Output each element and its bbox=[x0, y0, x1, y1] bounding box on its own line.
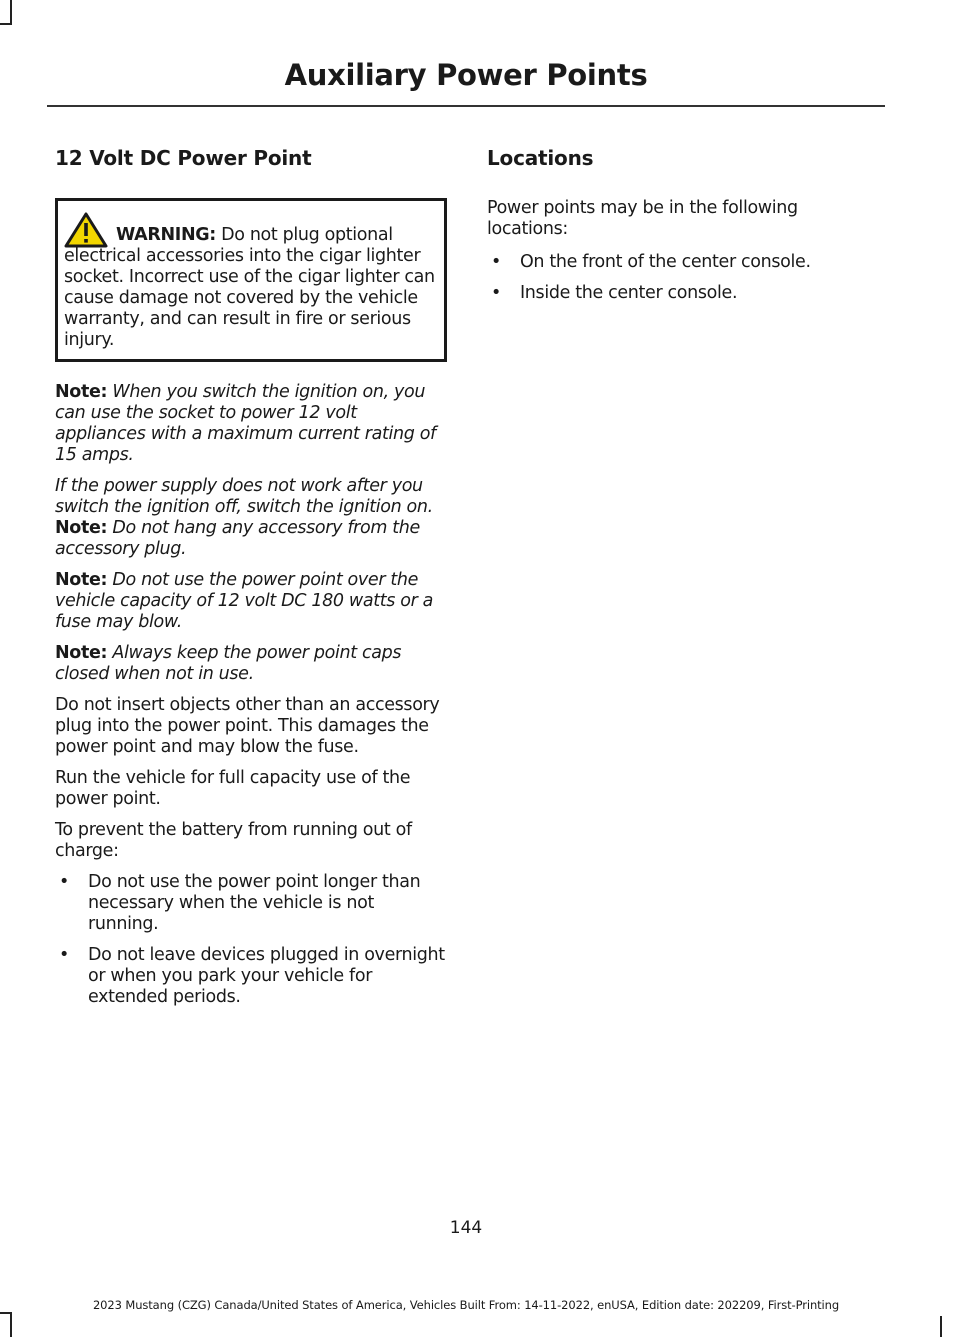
note-text: Always keep the power point caps closed when not in use. bbox=[55, 643, 402, 684]
crop-mark bbox=[0, 1312, 12, 1314]
list-item bbox=[55, 945, 447, 1008]
note-ignition bbox=[55, 382, 447, 466]
note-text: When you switch the ignition on, you can use the socket to power 12 volt appliances with a maximum current rating of 15 amps. bbox=[55, 382, 436, 465]
crop-mark bbox=[940, 1316, 942, 1337]
page-number: 144 bbox=[449, 1218, 483, 1238]
list-item-text: Do not leave devices plugged in overnight or when you park your vehicle for extended periods. bbox=[88, 945, 445, 1007]
note-caps bbox=[55, 643, 447, 685]
warning-text: Do not plug optional electrical accessories into the cigar lighter socket. Incorrect use of the cigar lighter can cause damage not covered by the vehicle warranty, and can result in fire or serious injury. bbox=[64, 225, 435, 350]
note-label: Note: bbox=[55, 643, 108, 663]
warning-triangle-icon bbox=[64, 211, 108, 249]
list-item bbox=[55, 872, 447, 935]
note-label: Note: bbox=[55, 518, 108, 538]
page-title: Auxiliary Power Points bbox=[284, 58, 648, 92]
warning-label: WARNING: bbox=[116, 225, 216, 245]
bullet-glyph: • bbox=[59, 945, 69, 965]
paragraph-run-vehicle: Run the vehicle for full capacity use of the power point. bbox=[55, 768, 411, 809]
paragraph-prevent-battery: To prevent the battery from running out of charge: bbox=[55, 820, 412, 861]
note-label: Note: bbox=[55, 382, 108, 402]
bullet-glyph: • bbox=[59, 872, 69, 892]
right-column bbox=[487, 140, 882, 314]
crop-mark bbox=[10, 0, 12, 24]
section-heading-locations: Locations bbox=[487, 146, 594, 170]
note-hang-accessory bbox=[55, 518, 447, 560]
note-text: Do not hang any accessory from the accessory plug. bbox=[55, 518, 420, 559]
footer-edition-info: 2023 Mustang (CZG) Canada/United States of America, Vehicles Built From: 14-11-2022, enUSA, Edition date: 202209, First-Printing bbox=[92, 1298, 840, 1312]
battery-tips-list bbox=[55, 872, 447, 1008]
note-label: Note: bbox=[55, 570, 108, 590]
list-item-text: On the front of the center console. bbox=[520, 252, 811, 272]
bullet-glyph: • bbox=[491, 252, 501, 272]
list-item bbox=[487, 252, 882, 273]
locations-list bbox=[487, 252, 882, 304]
note-capacity bbox=[55, 570, 447, 633]
note-ignition-continued: If the power supply does not work after you switch the ignition off, switch the ignition on. bbox=[55, 476, 433, 517]
note-text: Do not use the power point over the vehicle capacity of 12 volt DC 180 watts or a fuse may blow. bbox=[55, 570, 434, 632]
locations-intro: Power points may be in the following locations: bbox=[487, 198, 798, 239]
left-column bbox=[55, 140, 447, 1018]
crop-mark bbox=[0, 23, 12, 25]
list-item bbox=[487, 283, 882, 304]
warning-box bbox=[55, 198, 447, 362]
list-item-text: Do not use the power point longer than necessary when the vehicle is not running. bbox=[88, 872, 421, 934]
crop-mark bbox=[10, 1312, 12, 1337]
header-divider bbox=[47, 105, 885, 107]
paragraph-insert-objects: Do not insert objects other than an accessory plug into the power point. This damages the power point and may blow the fuse. bbox=[55, 695, 440, 757]
list-item-text: Inside the center console. bbox=[520, 283, 738, 303]
section-heading-power-point: 12 Volt DC Power Point bbox=[55, 146, 312, 170]
bullet-glyph: • bbox=[491, 283, 501, 303]
